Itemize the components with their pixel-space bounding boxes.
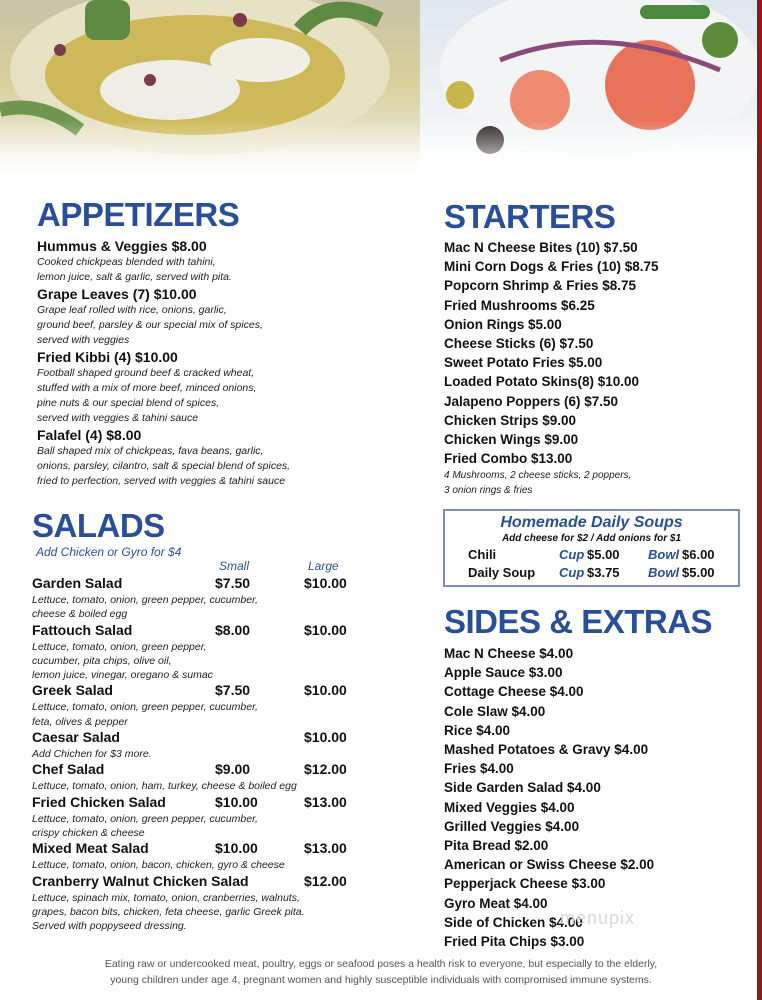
starters-list (444, 238, 744, 468)
soups-box (443, 509, 740, 587)
item-desc: Football shaped ground beef & cracked wheat, (37, 367, 255, 379)
large-price: $10.00 (304, 682, 347, 699)
soup-name: Chili (468, 547, 497, 562)
soup-row (445, 565, 738, 583)
side-item: Mashed Potatoes & Gravy $4.00 (444, 742, 649, 758)
small-price: $7.50 (215, 682, 251, 699)
col-small: Small (219, 559, 250, 573)
salad-column-headers (32, 559, 412, 575)
salad-name: Cranberry Walnut Chicken Salad (32, 872, 249, 889)
starter-item: Fried Mushrooms $6.25 (444, 297, 595, 313)
watermark: menupix (560, 908, 636, 928)
salad-row (32, 729, 412, 747)
starters-heading: STARTERS (444, 198, 616, 235)
item-desc: Cooked chickpeas blended with tahini, (37, 256, 216, 268)
item-title: Falafel (4) $8.00 (37, 427, 142, 443)
large-price: $10.00 (304, 621, 347, 638)
menu-item (37, 348, 417, 426)
side-item: Mixed Veggies $4.00 (444, 799, 575, 815)
salad-desc: Served with poppyseed dressing. (32, 920, 187, 933)
side-item: Apple Sauce $3.00 (444, 665, 563, 681)
salad-desc: Lettuce, tomato, onion, green pepper, cucumber, (32, 812, 258, 825)
small-price: $8.00 (215, 621, 251, 638)
salad-name: Fried Chicken Salad (32, 793, 166, 810)
item-desc: onions, parsley, cilantro, salt & special blend of spices, (37, 460, 291, 472)
item-desc: stuffed with a mix of more beef, minced onions, (37, 382, 257, 394)
bowl-price: $6.00 (682, 547, 715, 562)
large-price: $12.00 (304, 761, 347, 778)
salad-row (32, 575, 412, 593)
side-item: Pita Bread $2.00 (444, 838, 549, 854)
salad-row (32, 794, 412, 812)
starter-item: Sweet Potato Fries $5.00 (444, 355, 603, 371)
health-disclaimer (0, 956, 762, 988)
item-title: Grape Leaves (7) $10.00 (37, 286, 197, 302)
side-item: Side of Chicken $4.00 (444, 914, 583, 930)
salad-desc: Lettuce, spinach mix, tomato, onion, cranberries, walnuts, (32, 891, 300, 904)
item-desc: pine nuts & our special blend of spices, (37, 397, 220, 409)
large-price: $13.00 (304, 840, 347, 857)
salad-item (32, 794, 412, 841)
side-item: Gyro Meat $4.00 (444, 895, 548, 911)
appetizers-list (37, 237, 417, 489)
salad-desc: grapes, bacon bits, chicken, feta cheese, garlic Greek pita. (32, 905, 305, 918)
greek-salad-photo (420, 0, 762, 180)
small-price: $7.50 (215, 575, 251, 591)
salad-item (32, 761, 412, 793)
soup-row (445, 547, 738, 565)
cup-label: Cup (559, 565, 585, 580)
col-large: Large (308, 559, 339, 573)
item-desc: ground beef, parsley & our special mix of spices, (37, 319, 263, 331)
salad-name: Mixed Meat Salad (32, 840, 149, 857)
sides-heading: SIDES & EXTRAS (444, 603, 713, 640)
sides-section (444, 603, 744, 951)
salad-name: Fattouch Salad (32, 621, 133, 638)
small-price: $9.00 (215, 761, 251, 778)
menu-item (37, 285, 417, 348)
item-desc: served with veggies (37, 334, 130, 346)
salad-desc: lemon juice, vinegar, oregano & sumac (32, 669, 213, 682)
salad-item (32, 840, 412, 872)
starter-item: Fried Combo $13.00 (444, 451, 573, 467)
starter-item: Chicken Wings $9.00 (444, 432, 579, 448)
side-item: Side Garden Salad $4.00 (444, 780, 601, 796)
small-price: $10.00 (215, 793, 258, 810)
salad-desc: crispy chicken & cheese (32, 826, 145, 839)
salads-list (32, 575, 412, 933)
starter-item: Mini Corn Dogs & Fries (10) $8.75 (444, 259, 659, 275)
salads-heading: SALADS (32, 507, 165, 544)
large-price: $13.00 (304, 793, 347, 810)
salad-row (32, 840, 412, 858)
side-item: Fries $4.00 (444, 761, 514, 777)
combo-desc: 3 onion rings & fries (444, 485, 533, 497)
appetizers-heading: APPETIZERS (37, 196, 240, 233)
cup-price: $3.75 (587, 565, 620, 580)
salad-desc: Lettuce, tomato, onion, ham, turkey, cheese & boiled egg (32, 780, 297, 793)
starters-section (444, 198, 744, 498)
side-item: Fried Pita Chips $3.00 (444, 934, 585, 950)
hummus-photo (0, 0, 420, 180)
cup-label: Cup (559, 547, 585, 562)
starter-item: Jalapeno Poppers (6) $7.50 (444, 393, 619, 409)
salad-row (32, 873, 412, 891)
large-price: $12.00 (304, 872, 347, 889)
bowl-price: $5.00 (682, 565, 715, 580)
item-desc: Ball shaped mix of chickpeas, fava beans, garlic, (37, 445, 264, 457)
salad-item (32, 729, 412, 761)
side-item: Cole Slaw $4.00 (444, 703, 546, 719)
disclaimer-line: young children under age 4, pregnant women and highly susceptible individuals with compromised immune systems. (110, 974, 652, 986)
item-desc: lemon juice, salt & garlic, served with pita. (37, 271, 232, 283)
menu-item (37, 426, 417, 489)
item-desc: served with veggies & tahini sauce (37, 412, 199, 424)
salad-item (32, 622, 412, 683)
starter-item: Onion Rings $5.00 (444, 316, 562, 332)
salad-desc: Add Chichen for $3 more. (32, 748, 152, 761)
starter-item: Chicken Strips $9.00 (444, 412, 577, 428)
salad-row (32, 682, 412, 700)
page-edge-border (757, 0, 762, 1000)
sides-list (444, 644, 744, 951)
item-desc: Grape leaf rolled with rice, onions, garlic, (37, 304, 227, 316)
large-price: $10.00 (304, 575, 347, 591)
combo-desc: 4 Mushrooms, 2 cheese sticks, 2 poppers, (444, 470, 632, 482)
bowl-label: Bowl (648, 547, 680, 562)
side-item: Rice $4.00 (444, 722, 511, 738)
side-item: American or Swiss Cheese $2.00 (444, 857, 655, 873)
soups-note: Add cheese for $2 / Add onions for $1 (501, 533, 682, 544)
salad-item (32, 682, 412, 729)
salads-subheading: Add Chicken or Gyro for $4 (36, 545, 182, 559)
side-item: Pepperjack Cheese $3.00 (444, 876, 606, 892)
salad-item (32, 575, 412, 622)
salad-desc: feta, olives & pepper (32, 715, 128, 728)
side-item: Grilled Veggies $4.00 (444, 818, 580, 834)
item-title: Fried Kibbi (4) $10.00 (37, 349, 178, 365)
starter-item: Popcorn Shrimp & Fries $8.75 (444, 278, 637, 294)
salad-name: Greek Salad (32, 682, 113, 699)
salad-name: Garden Salad (32, 575, 123, 591)
soup-name: Daily Soup (468, 565, 536, 580)
salad-desc: Lettuce, tomato, onion, green pepper, (32, 640, 207, 653)
item-title: Hummus & Veggies $8.00 (37, 238, 207, 254)
starter-item: Mac N Cheese Bites (10) $7.50 (444, 240, 638, 255)
cup-price: $5.00 (587, 547, 620, 562)
salad-desc: Lettuce, tomato, onion, green pepper, cucumber, (32, 701, 258, 714)
salad-row (32, 622, 412, 640)
menu-item (37, 237, 417, 285)
salad-name: Caesar Salad (32, 729, 120, 746)
salad-row (32, 761, 412, 779)
starter-item: Cheese Sticks (6) $7.50 (444, 336, 594, 352)
appetizers-section (37, 196, 417, 489)
soups-title: Homemade Daily Soups (500, 514, 683, 531)
salad-desc: cheese & boiled egg (32, 608, 128, 621)
salad-desc: cucumber, pita chips, olive oil, (32, 654, 172, 667)
item-desc: fried to perfection, served with veggies & tahini sauce (37, 475, 286, 487)
small-price: $10.00 (215, 840, 258, 857)
side-item: Mac N Cheese $4.00 (444, 646, 574, 661)
salad-name: Chef Salad (32, 761, 105, 778)
large-price: $10.00 (304, 729, 347, 746)
starter-item: Loaded Potato Skins(8) $10.00 (444, 374, 640, 390)
salads-section (32, 507, 412, 933)
disclaimer-line: Eating raw or undercooked meat, poultry, eggs or seafood poses a health risk to everyone, but especially to the elderly, (104, 958, 658, 970)
salad-item (32, 873, 412, 934)
side-item: Cottage Cheese $4.00 (444, 684, 584, 700)
salad-desc: Lettuce, tomato, onion, green pepper, cucumber, (32, 594, 258, 606)
salad-desc: Lettuce, tomato, onion, bacon, chicken, gyro & cheese (32, 859, 285, 872)
bowl-label: Bowl (648, 565, 680, 580)
